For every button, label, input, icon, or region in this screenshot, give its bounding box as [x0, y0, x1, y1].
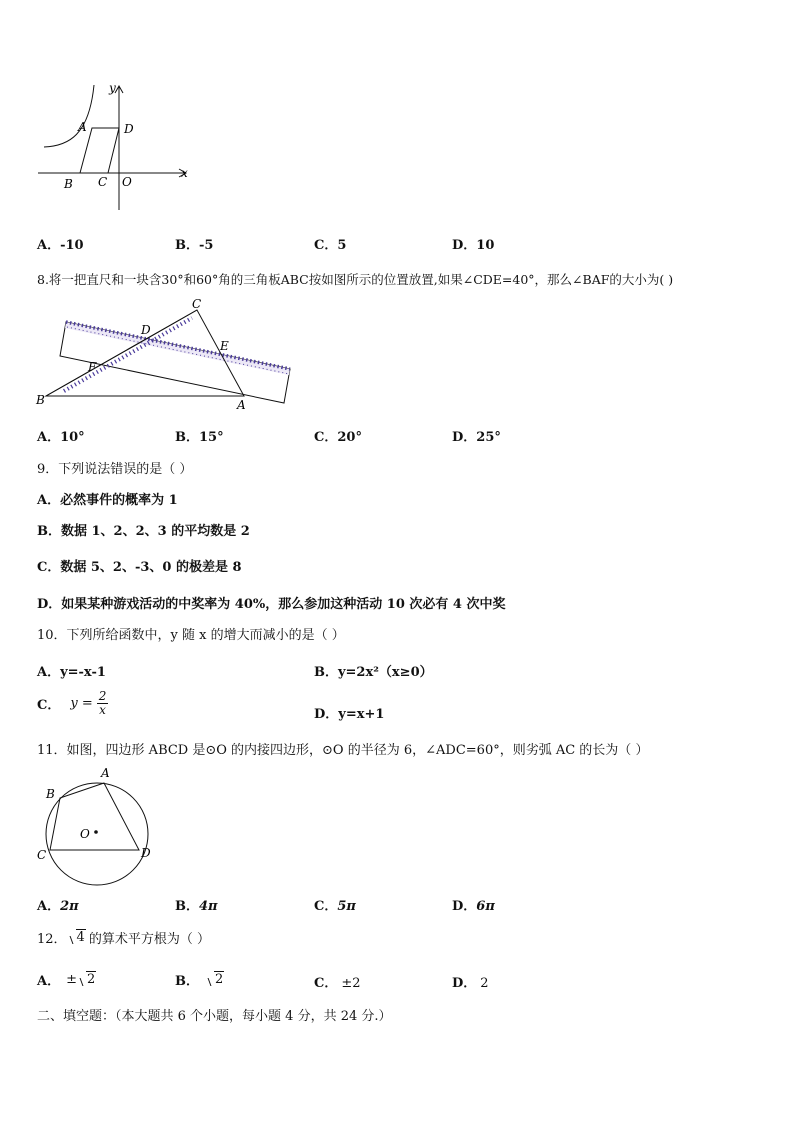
q12-option-a[interactable]: A． ± 2	[37, 972, 96, 989]
q7-parallelogram	[80, 128, 119, 173]
q11-option-b[interactable]: B．4π	[175, 899, 218, 914]
q8-option-a[interactable]: A．10°	[37, 430, 85, 445]
q8-label-f: F	[88, 360, 97, 374]
q7-label-b: B	[64, 177, 73, 191]
q10-option-c-lhs: y =	[70, 696, 93, 711]
q12-stem-prefix: 12．	[37, 932, 67, 947]
q10-option-b[interactable]: B．y=2x²（x≥0）	[314, 665, 433, 680]
q7-label-c: C	[98, 175, 108, 189]
q8-figure	[34, 296, 296, 414]
q7-option-d[interactable]: D．10	[452, 238, 495, 253]
q11-circle	[46, 783, 148, 885]
q8-label-c: C	[192, 297, 202, 311]
q8-label-b: B	[36, 393, 45, 407]
q7-figure	[34, 80, 194, 215]
q9-option-b[interactable]: B．数据 1、2、2、3 的平均数是 2	[37, 524, 250, 539]
q11-option-d[interactable]: D．6π	[452, 899, 495, 914]
q12-option-c[interactable]: C． ±2	[314, 976, 361, 991]
q7-label-o: O	[122, 175, 132, 189]
q8-label-e: E	[220, 339, 229, 353]
q11-label-d: D	[141, 846, 151, 860]
q10-option-a[interactable]: A．y=-x-1	[37, 665, 106, 680]
q11-option-a[interactable]: A．2π	[37, 899, 79, 914]
q10-fraction-denominator: x	[99, 703, 106, 717]
q7-option-b[interactable]: B．-5	[175, 238, 214, 253]
q11-center-dot	[94, 830, 98, 834]
q11-label-b: B	[46, 787, 55, 801]
q11-option-c[interactable]: C．5π	[314, 899, 356, 914]
q8-option-c[interactable]: C．20°	[314, 430, 362, 445]
q10-option-d[interactable]: D．y=x+1	[314, 707, 385, 722]
q12-option-b[interactable]: B． 2	[175, 972, 224, 989]
q10-stem: 10．下列所给函数中，y 随 x 的增大而减小的是（ ）	[37, 628, 345, 643]
q10-option-c-letter: C．	[37, 698, 61, 713]
q7-label-x: x	[181, 166, 188, 180]
q11-label-c: C	[37, 848, 47, 862]
q12-stem-suffix: 的算术平方根为（ ）	[88, 932, 210, 947]
q11-label-a: A	[101, 766, 110, 780]
q11-label-o: O	[80, 827, 90, 841]
q12-option-d[interactable]: D． 2	[452, 976, 489, 991]
q10-option-c[interactable]	[37, 690, 108, 717]
section2-heading: 二、填空题：（本大题共 6 个小题，每小题 4 分，共 24 分.）	[37, 1009, 392, 1024]
q11-stem: 11．如图，四边形 ABCD 是⊙O 的内接四边形，⊙O 的半径为 6，∠ADC=60°，则劣弧 AC 的长为（ ）	[37, 743, 649, 758]
q7-label-y: y	[109, 81, 116, 95]
q8-label-d: D	[141, 323, 151, 337]
q9-option-a[interactable]: A．必然事件的概率为 1	[37, 493, 178, 508]
q9-stem: 9．下列说法错误的是（ ）	[37, 462, 193, 477]
q8-label-a: A	[237, 398, 246, 412]
q7-label-a: A	[78, 120, 87, 134]
q7-label-d: D	[124, 122, 134, 136]
q8-option-d[interactable]: D．25°	[452, 430, 501, 445]
q11-figure	[30, 762, 160, 887]
q8-option-b[interactable]: B．15°	[175, 430, 224, 445]
q12-stem	[37, 928, 210, 947]
q10-option-c-fraction	[97, 690, 109, 717]
q10-fraction-numerator: 2	[98, 689, 107, 703]
q8-stem: 8.将一把直尺和一块含30°和60°角的三角板ABC按如图所示的位置放置,如果∠CDE=40°，那么∠BAF的大小为( )	[37, 272, 674, 287]
q7-option-a[interactable]: A．-10	[37, 238, 84, 253]
q12-sqrt-4: 4	[67, 930, 86, 945]
q9-option-d[interactable]: D．如果某种游戏活动的中奖率为 40%，那么参加这种活动 10 次必有 4 次中奖	[37, 597, 506, 612]
q7-hyperbola	[44, 85, 94, 147]
q12-option-b-sqrt: 2	[205, 972, 224, 987]
q9-option-c[interactable]: C．数据 5、2、-3、0 的极差是 8	[37, 560, 242, 575]
q11-quadrilateral	[50, 783, 139, 850]
q7-option-c[interactable]: C．5	[314, 238, 347, 253]
q12-option-a-sqrt: 2	[77, 972, 96, 987]
